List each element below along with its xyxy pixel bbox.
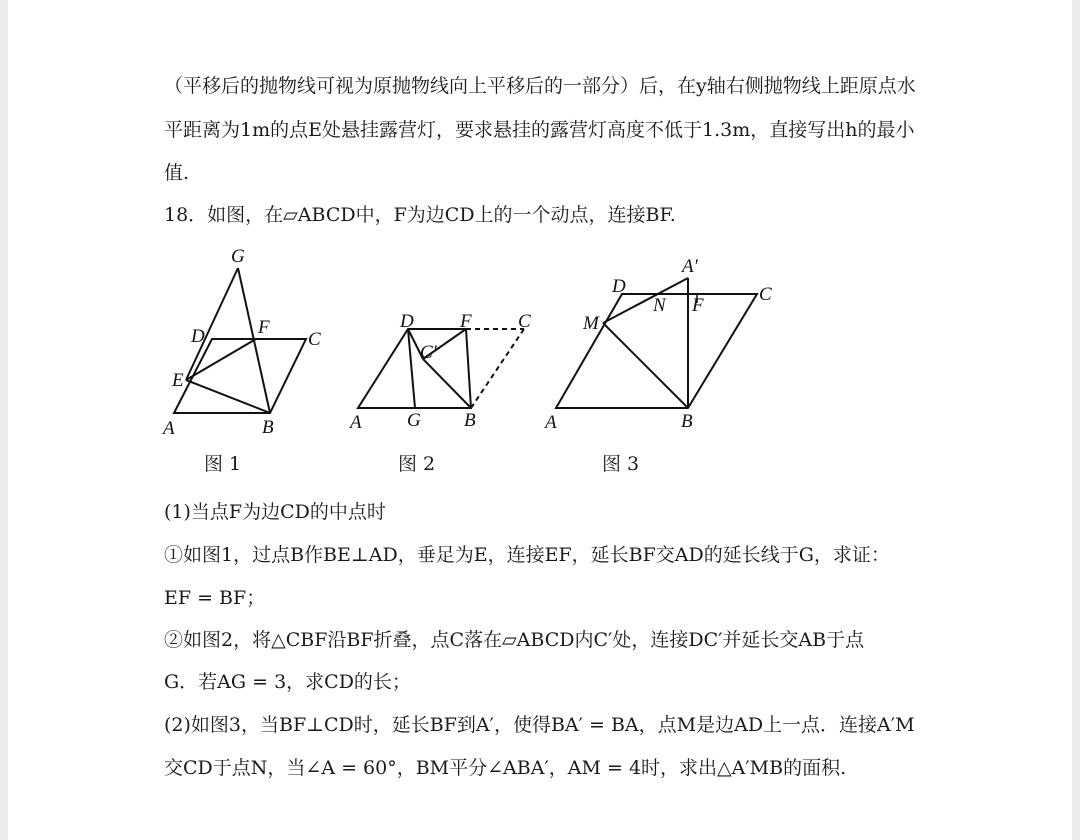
fig2-dashed-bc <box>471 329 524 408</box>
fig1-label-a: A <box>163 418 175 439</box>
figure-2 <box>358 329 524 408</box>
fig1-label-g: G <box>231 246 245 267</box>
part-1-sub-1: ①如图1，过点B作BE⊥AD，垂足为E，连接EF，延长BF交AD的延长线于G，求证： <box>164 544 890 566</box>
figure-1-caption: 图 1 <box>204 453 242 475</box>
fig1-line-eg <box>186 268 238 380</box>
fig2-label-g: G <box>407 410 421 431</box>
part-1-sub-1-cont: EF = BF； <box>164 587 266 609</box>
part-1-heading: (1)当点F为边CD的中点时 <box>164 501 386 523</box>
text-line-3: 值. <box>164 162 190 184</box>
fig2-label-d: D <box>400 311 414 332</box>
fig2-label-c: C <box>518 311 531 332</box>
fig3-label-c: C <box>759 284 772 305</box>
fig1-label-c: C <box>308 329 321 350</box>
text-line-2: 平距离为1m的点E处悬挂露营灯，要求悬挂的露营灯高度不低于1.3m，直接写出h的最小 <box>164 119 915 141</box>
fig1-label-f: F <box>258 317 270 338</box>
fig2-label-f: F <box>460 311 472 332</box>
figure-3-caption: 图 3 <box>602 453 640 475</box>
fig2-label-c-prime: C′ <box>420 342 437 363</box>
fig3-label-a: A <box>545 412 557 433</box>
part-1-sub-2-cont: G．若AG = 3，求CD的长； <box>164 671 411 693</box>
fig3-line-mb <box>603 323 688 408</box>
fig3-label-f: F <box>692 295 704 316</box>
fig1-label-e: E <box>172 370 184 391</box>
fig1-label-b: B <box>262 417 274 438</box>
problem-18-intro: 18．如图，在▱ABCD中，F为边CD上的一个动点，连接BF. <box>164 204 676 226</box>
fig2-label-a: A <box>350 412 362 433</box>
part-1-sub-2: ②如图2，将△CBF沿BF折叠，点C落在▱ABCD内C′处，连接DC′并延长交AB于点 <box>164 629 865 651</box>
text-line-1: （平移后的抛物线可视为原抛物线向上平移后的一部分）后，在y轴右侧抛物线上距原点水 <box>164 75 916 97</box>
fig2-label-b: B <box>464 410 476 431</box>
fig3-label-m: M <box>583 313 599 334</box>
fig3-label-d: D <box>612 276 626 297</box>
fig1-label-d: D <box>191 326 205 347</box>
fig1-line-eb <box>186 380 270 413</box>
fig3-label-n: N <box>653 295 666 316</box>
part-2-cont: 交CD于点N，当∠A = 60°，BM平分∠ABA′，AM = 4时，求出△A′MB的面积. <box>164 757 847 779</box>
figure-2-caption: 图 2 <box>398 453 436 475</box>
part-2: (2)如图3，当BF⊥CD时，延长BF到A′，使得BA′ = BA，点M是边AD上一点．连接A′M <box>164 714 915 736</box>
fig2-line-c-prime-b <box>423 359 471 408</box>
fig3-label-a-prime: A′ <box>682 256 698 277</box>
fig3-label-b: B <box>681 411 693 432</box>
